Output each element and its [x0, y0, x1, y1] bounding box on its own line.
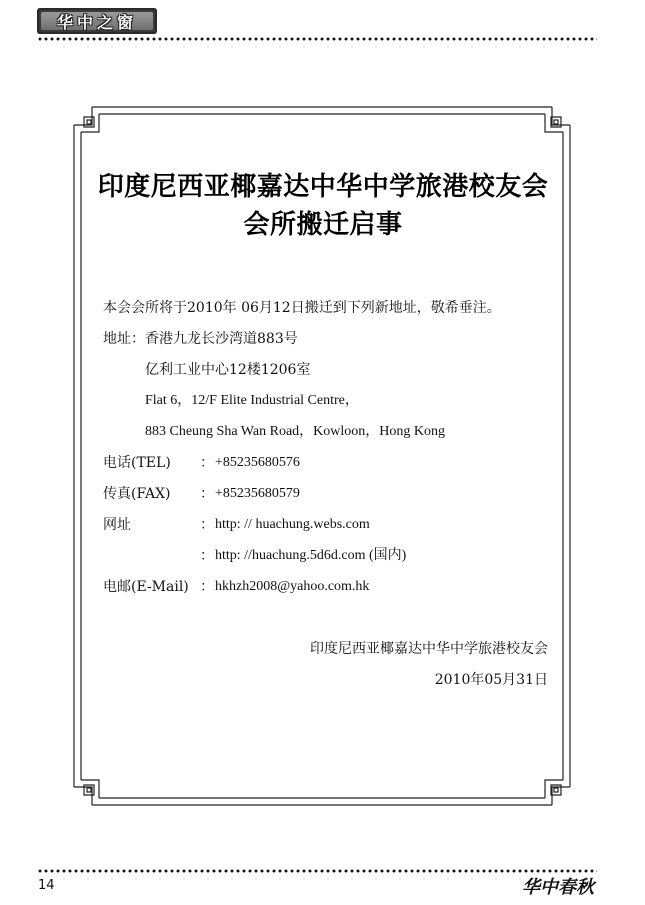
- address-line-1: [103, 324, 298, 354]
- page-number: 14: [38, 878, 55, 893]
- contact-colon: ：: [200, 548, 214, 564]
- notice-intro: 本会会所将于2010年 06月12日搬迁到下列新地址，敬希垂注。: [103, 300, 501, 316]
- contact-colon: ：: [200, 579, 214, 595]
- contact-label: 电邮(E-Mail): [103, 579, 189, 595]
- notice-title-line-2: 会所搬迁启事: [243, 210, 403, 240]
- address-en-1: Flat 6，12/F Elite Industrial Centre，: [145, 393, 359, 408]
- section-title: 华中之窗: [56, 12, 137, 32]
- publication-logo-text: 华中春秋: [522, 877, 594, 898]
- signature-org: 印度尼西亚椰嘉达中华中学旅港校友会: [310, 641, 548, 657]
- address-cn-1: 香港九龙长沙湾道883号: [145, 331, 298, 347]
- address-label: 地址：: [103, 331, 145, 347]
- signature-date: 2010年05月31日: [434, 672, 548, 688]
- contact-colon: ：: [200, 486, 214, 502]
- contact-colon: ：: [200, 517, 214, 533]
- notice-title: [88, 168, 558, 244]
- notice-title-line-1: 印度尼西亚椰嘉达中华中学旅港校友会: [97, 172, 549, 202]
- website-value-1[interactable]: http: // huachung.webs.com: [215, 517, 370, 532]
- footer-dotted-rule: [37, 869, 597, 873]
- address-cn-2: 亿利工业中心12楼1206室: [145, 362, 311, 378]
- contact-label: 电话(TEL): [103, 455, 171, 471]
- address-en-2: 883 Cheung Sha Wan Road，Kowloon，Hong Kong: [145, 424, 445, 439]
- contact-label: 网址: [103, 517, 131, 533]
- website-value-2[interactable]: http: //huachung.5d6d.com (国内): [215, 548, 407, 563]
- publication-logo-icon: [520, 872, 600, 900]
- email-value[interactable]: hkhzh2008@yahoo.com.hk: [215, 579, 370, 594]
- fax-value: +85235680579: [215, 486, 300, 501]
- tel-value: +85235680576: [215, 455, 300, 470]
- contact-colon: ：: [200, 455, 214, 471]
- contact-label: 传真(FAX): [103, 486, 171, 502]
